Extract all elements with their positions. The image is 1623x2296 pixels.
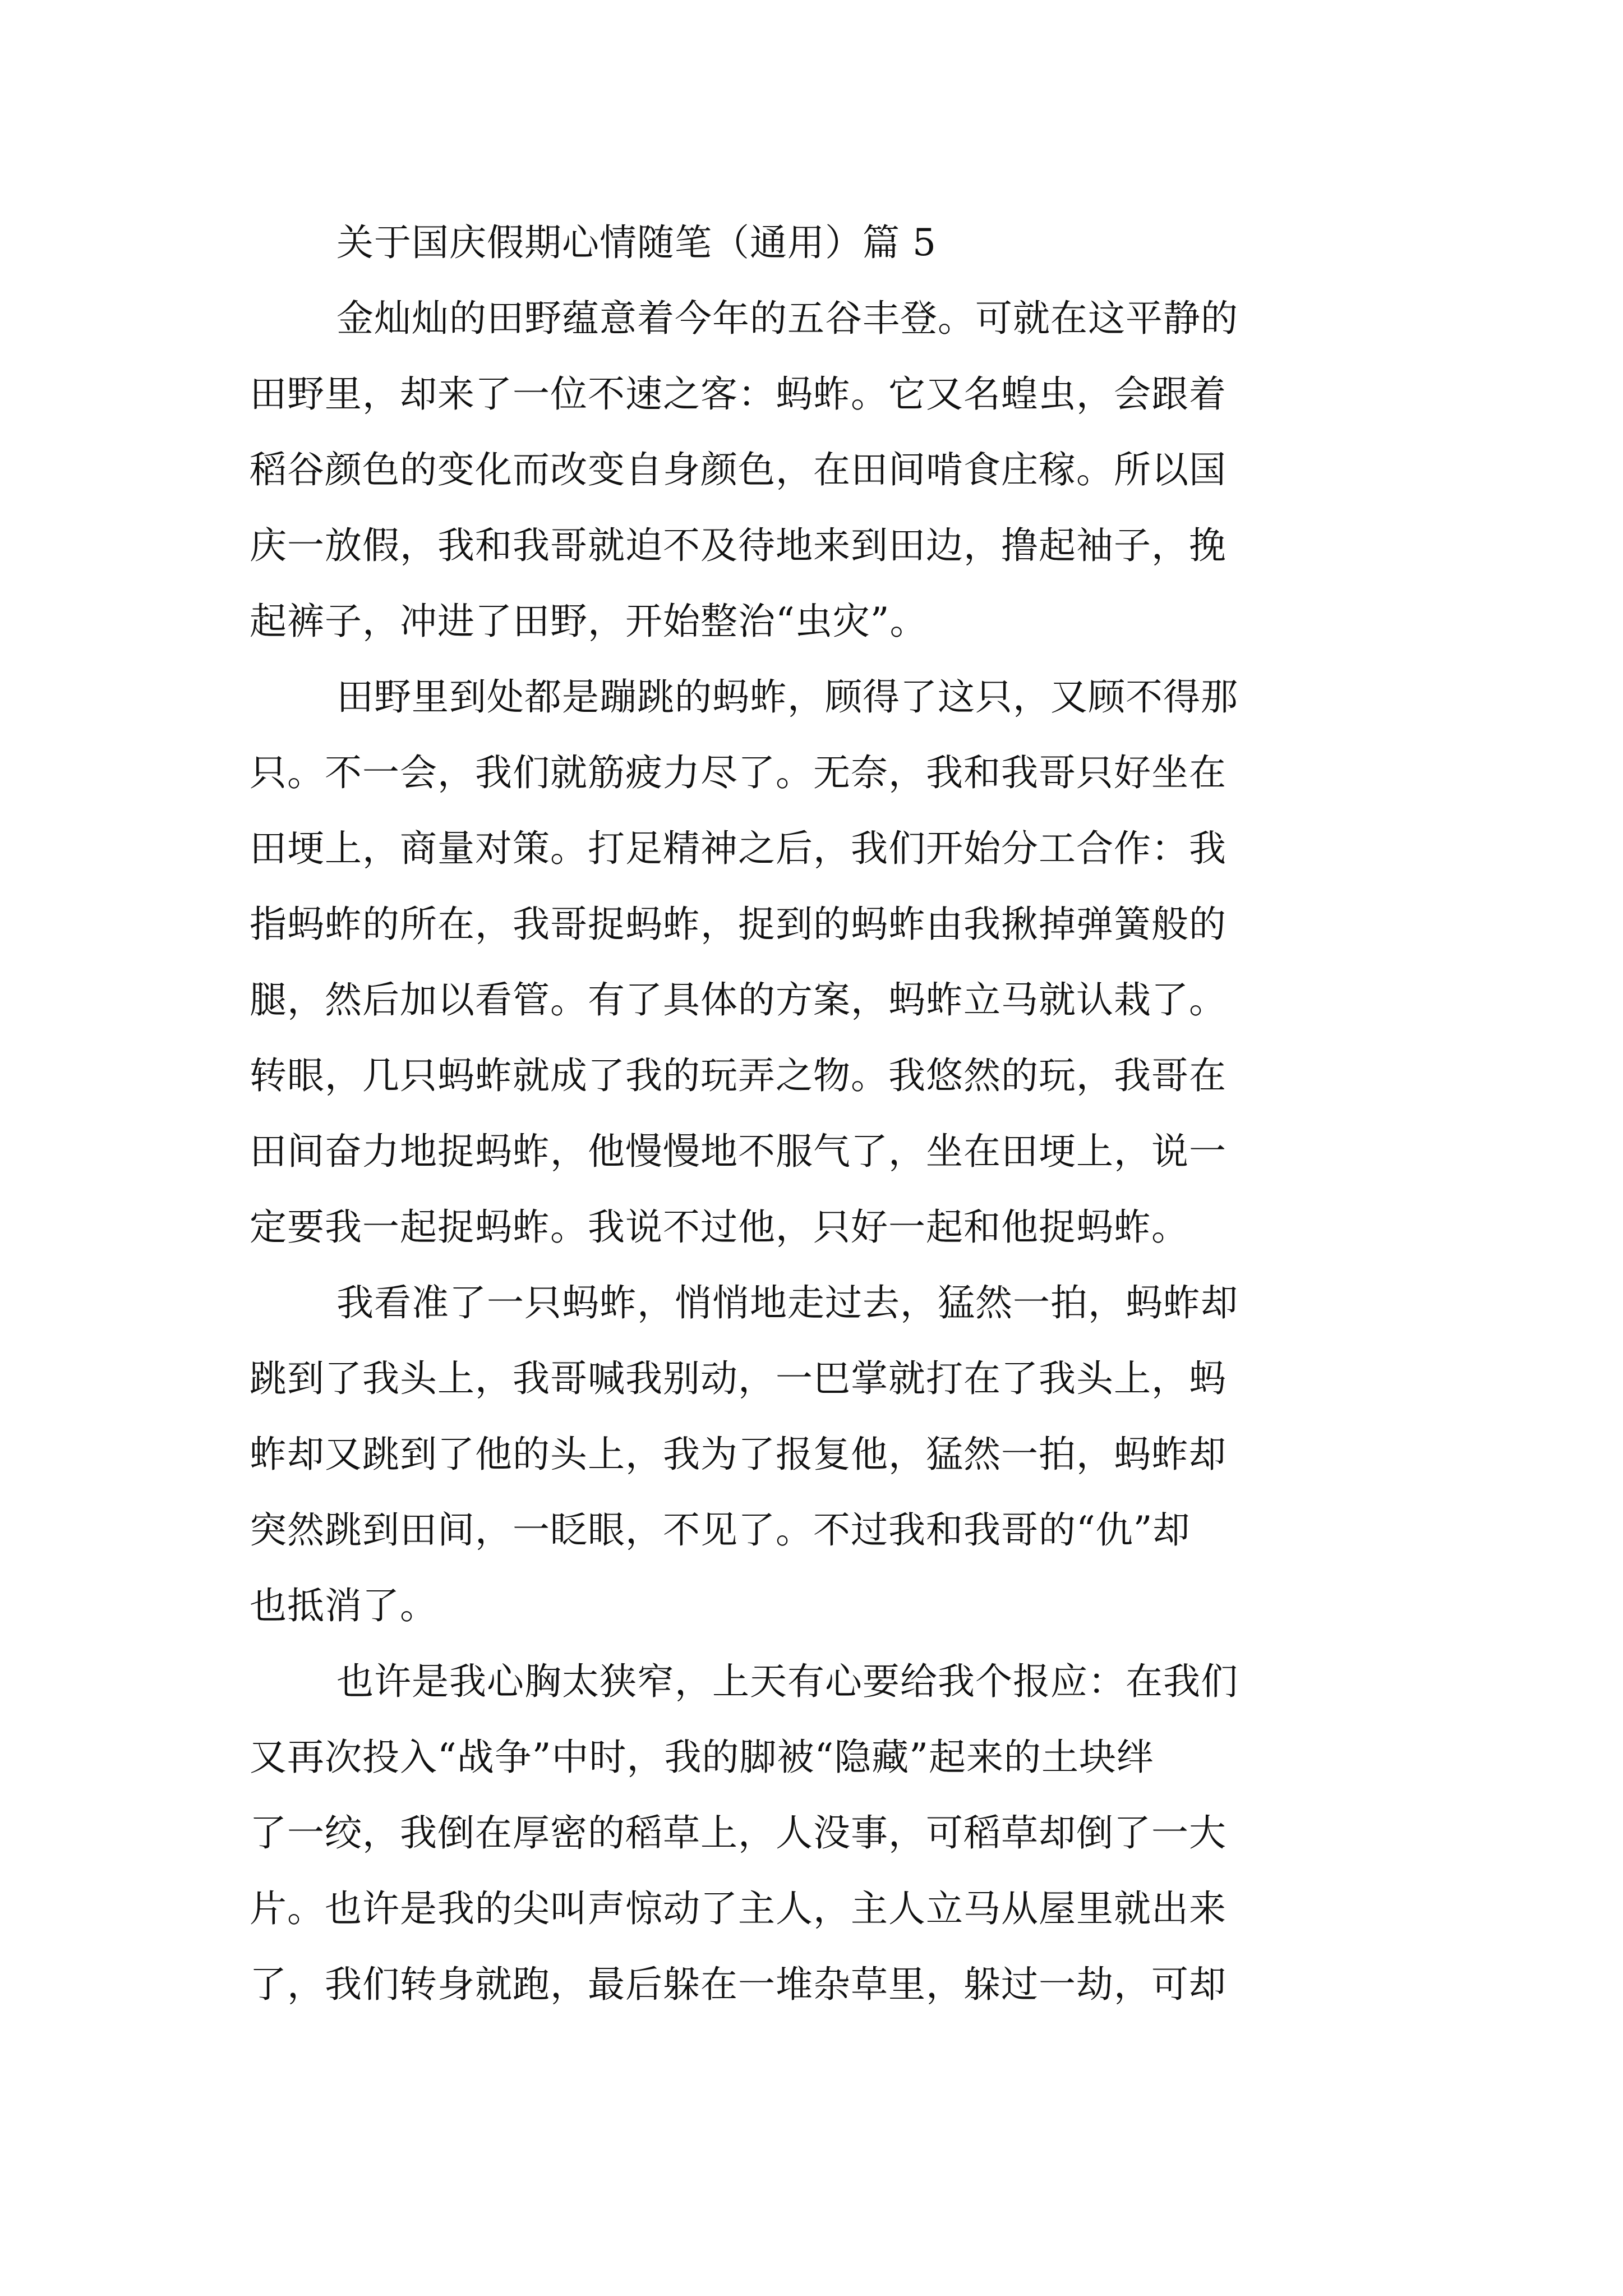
- paragraph-2-line-3: 田埂上，商量对策。打足精神之后，我们开始分工合作：我: [250, 827, 1227, 870]
- paragraph-3-line-5: 也抵消了。: [250, 1584, 437, 1627]
- paragraph-2-line-2: 只。不一会，我们就筋疲力尽了。无奈，我和我哥只好坐在: [250, 751, 1227, 794]
- paragraph-1-line-3: 稻谷颜色的变化而改变自身颜色，在田间啃食庄稼。所以国: [250, 448, 1227, 491]
- paragraph-2-line-1: 田野里到处都是蹦跳的蚂蚱，顾得了这只，又顾不得那: [336, 675, 1238, 719]
- paragraph-4-line-5: 了，我们转身就跑，最后躲在一堆杂草里，躲过一劫，可却: [250, 1963, 1227, 2006]
- paragraph-4-line-1: 也许是我心胸太狭窄，上天有心要给我个报应：在我们: [336, 1660, 1238, 1703]
- paragraph-4-line-3: 了一绞，我倒在厚密的稻草上，人没事，可稻草却倒了一大: [250, 1811, 1227, 1855]
- paragraph-2-line-5: 腿，然后加以看管。有了具体的方案，蚂蚱立马就认栽了。: [250, 978, 1227, 1022]
- paragraph-2-line-6: 转眼，几只蚂蚱就成了我的玩弄之物。我悠然的玩，我哥在: [250, 1054, 1227, 1097]
- paragraph-1-line-5: 起裤子，冲进了田野，开始整治“虫灾”。: [250, 600, 928, 643]
- paragraph-4-line-2: 又再次投入“战争”中时，我的脚被“隐藏”起来的土块绊: [250, 1736, 1154, 1779]
- paragraph-2-line-8: 定要我一起捉蚂蚱。我说不过他，只好一起和他捉蚂蚱。: [250, 1205, 1189, 1249]
- paragraph-2-line-4: 指蚂蚱的所在，我哥捉蚂蚱，捉到的蚂蚱由我揪掉弹簧般的: [250, 903, 1227, 946]
- paragraph-3-line-2: 跳到了我头上，我哥喊我别动，一巴掌就打在了我头上，蚂: [250, 1357, 1227, 1400]
- paragraph-3-line-3: 蚱却又跳到了他的头上，我为了报复他，猛然一拍，蚂蚱却: [250, 1433, 1227, 1476]
- paragraph-1-line-2: 田野里，却来了一位不速之客：蚂蚱。它又名蝗虫，会跟着: [250, 372, 1227, 416]
- paragraph-2-line-7: 田间奋力地捉蚂蚱，他慢慢地不服气了，坐在田埂上，说一: [250, 1130, 1227, 1173]
- paragraph-1-line-4: 庆一放假，我和我哥就迫不及待地来到田边，撸起袖子，挽: [250, 524, 1227, 567]
- paragraph-4-line-4: 片。也许是我的尖叫声惊动了主人，主人立马从屋里就出来: [250, 1887, 1227, 1930]
- paragraph-3-line-4: 突然跳到田间，一眨眼，不见了。不过我和我哥的“仇”却: [250, 1508, 1191, 1552]
- paragraph-3-line-1: 我看准了一只蚂蚱，悄悄地走过去，猛然一拍，蚂蚱却: [336, 1281, 1238, 1324]
- paragraph-1-line-1: 金灿灿的田野蕴意着今年的五谷丰登。可就在这平静的: [336, 297, 1238, 340]
- document-title: 关于国庆假期心情随笔（通用）篇 5: [336, 221, 937, 264]
